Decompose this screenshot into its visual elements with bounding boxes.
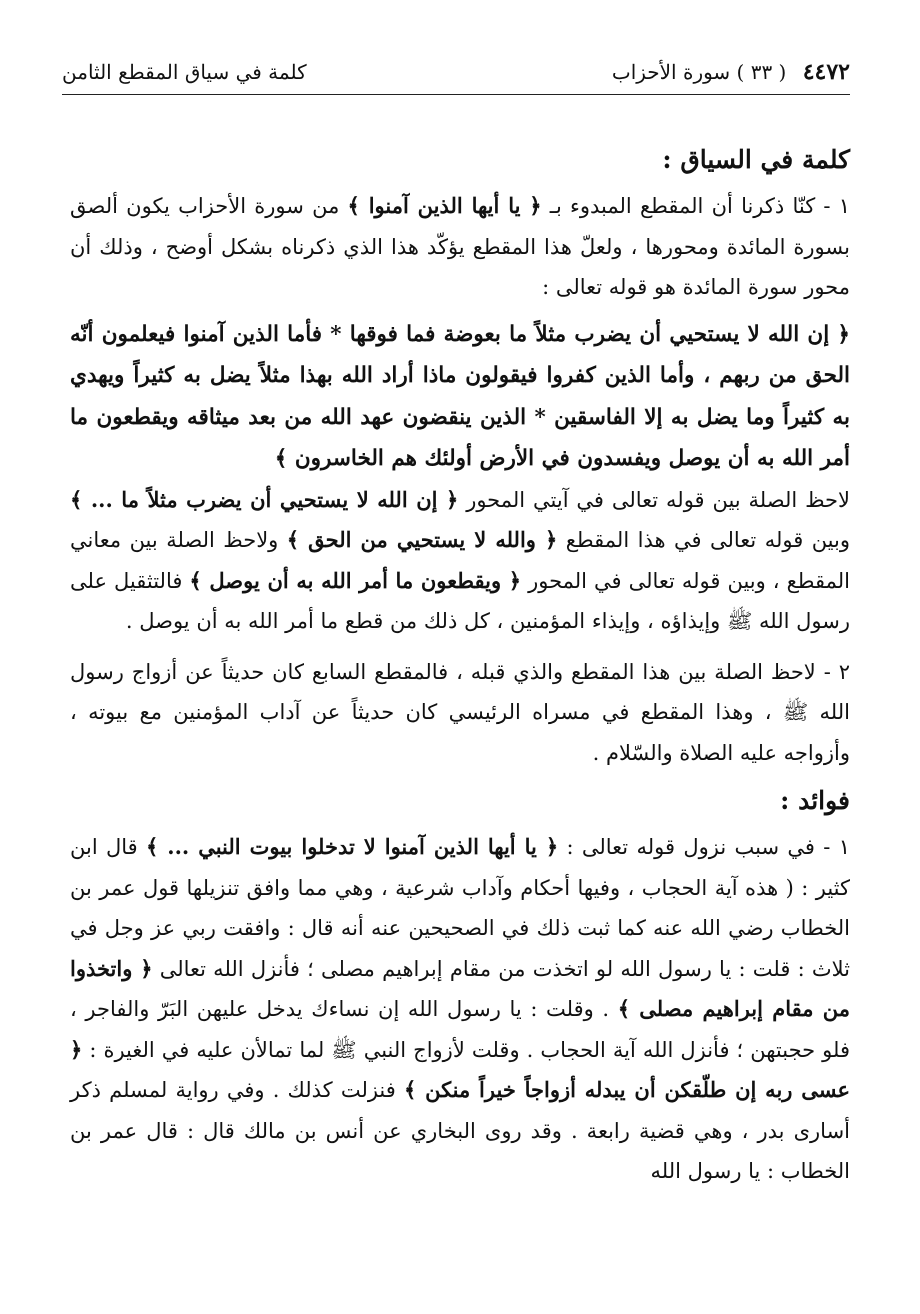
- quran-verse-block: ﴿ إن الله لا يستحيي أن يضرب مثلاً ما بعوضة فما فوقها * فأما الذين آمنوا فيعلمون أنّه الحق من ربهم ، وأما الذين كفروا فيقولون ماذا أراد الله بهذا مثلاً يضل به كثيراً ويهدي به كثيراً وما يضل به إلا الفاسقين * الذين ينقضون عهد الله من بعد ميثاقه ويقطعون ما أمر الله به أن يوصل ويفسدون في الأرض أولئك هم الخاسرون ﴾: [70, 321, 850, 471]
- section-heading-benefits: فوائد :: [780, 786, 850, 815]
- quran-quote: ﴿ ويقطعون ما أمر الله به أن يوصل ﴾: [189, 567, 522, 593]
- page-number: ٤٤٧٢: [802, 59, 850, 85]
- section-heading-context: كلمة في السياق :: [662, 145, 850, 174]
- quran-quote: ﴿ يا أيها الذين آمنوا ﴾: [347, 193, 542, 218]
- paragraph-benefits-1: [70, 827, 850, 1192]
- page-body: [70, 140, 850, 1192]
- paragraph-context-3: ٢ - لاحظ الصلة بين هذا المقطع والذي قبله ، فالمقطع السابع كان حديثاً عن أزواج رسول الله ﷺ ، وهذا المقطع في مسراه الرئيسي كان حديثاً عن آداب المؤمنين مع بيوته ، وأزواجه عليه الصلاة والسّلام .: [70, 659, 850, 765]
- text-run: وبين قوله تعالى في هذا المقطع: [557, 528, 851, 552]
- text-run: فنزلت كذلك . وفي رواية لمسلم ذكر أسارى بدر ، وهي قضية رابعة . وقد روى البخاري عن أنس بن مالك قال : قال عمر بن الخطاب : يا رسول الله: [70, 1078, 850, 1183]
- quran-quote: ﴿ واتخذوا من مقام إبراهيم مصلى ﴾: [70, 955, 850, 1021]
- page-header: [62, 52, 850, 92]
- text-run: فالتثقيل على رسول الله ﷺ وإيذاؤه ، وإيذاء المؤمنين ، كل ذلك من قطع ما أمر الله به أن يوصل .: [70, 568, 850, 633]
- quran-quote: ﴿ والله لا يستحيي من الحق ﴾: [286, 527, 558, 552]
- quran-quote: ﴿ عسى ربه إن طلّقكن أن يبدله أزواجاً خيراً منكن ﴾: [70, 1036, 850, 1102]
- text-run: قال ابن كثير : ( هذه آية الحجاب ، وفيها أحكام وآداب شرعية ، وهي مما وافق تنزيلها قول عمر بن الخطاب رضي الله عنه كما ثبت ذلك في الصحيحين عنه أنه قال : وافقت ربي عز وجل في ثلاث : قلت : يا رسول الله لو اتخذت من مقام إبراهيم مصلى ؛ فأنزل الله تعالى: [70, 835, 850, 981]
- running-title: كلمة في سياق المقطع الثامن: [62, 60, 307, 84]
- text-run: ١ - في سبب نزول قوله تعالى :: [558, 835, 850, 859]
- text-run: من سورة الأحزاب يكون ألصق بسورة المائدة ومحورها ، ولعلّ هذا المقطع يؤكّد هذا الذي ذكرناه بشكل أوضح ، وذلك أن محور سورة المائدة هو قوله تعالى :: [70, 194, 850, 299]
- surah-name: ( ٣٣ ) سورة الأحزاب: [611, 60, 787, 84]
- quran-quote: ﴿ يا أيها الذين آمنوا لا تدخلوا بيوت النبي ... ﴾: [146, 834, 559, 859]
- paragraph-context-2: [70, 480, 850, 642]
- quran-quote: ﴿ إن الله لا يستحيي أن يضرب مثلاً ما ... ﴾: [70, 486, 459, 512]
- header-right: [612, 59, 850, 85]
- header-divider: [62, 94, 850, 95]
- text-run: ١ - كنّا ذكرنا أن المقطع المبدوء بـ: [541, 194, 850, 218]
- text-run: ولاحظ الصلة بين معاني المقطع ، وبين قوله تعالى في المحور: [70, 528, 850, 593]
- paragraph-context-1: [70, 186, 850, 308]
- text-run: لاحظ الصلة بين قوله تعالى في آيتي المحور: [458, 487, 850, 512]
- text-run: . وقلت : يا رسول الله إن نساءك يدخل عليهن البَرّ والفاجر ، فلو حجبتهن ؛ فأنزل الله آية الحجاب . وقلت لأزواج النبي ﷺ لما تمالأن عليه في الغيرة :: [70, 997, 850, 1062]
